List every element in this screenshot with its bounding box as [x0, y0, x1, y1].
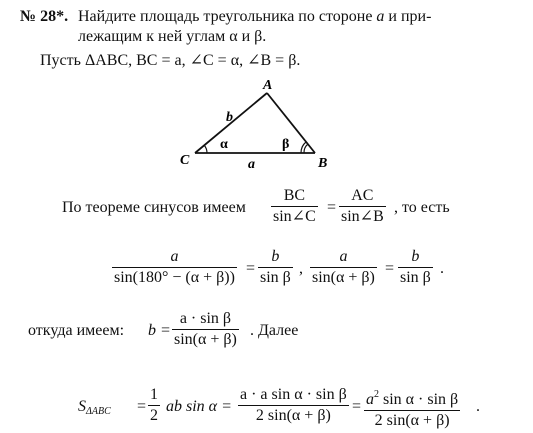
angle-b-arc-1 [304, 144, 308, 153]
label-alpha: α [220, 137, 228, 152]
fraction-bar [339, 206, 386, 207]
area-subscript: ΔABC [86, 406, 111, 417]
eq2-fraction-2 [258, 248, 293, 287]
triangle-figure [170, 76, 340, 171]
label-b-vertex: B [318, 156, 328, 171]
eq3-fraction [172, 310, 239, 349]
sine-rule-fraction-1 [271, 187, 318, 226]
fraction-bar [258, 267, 293, 268]
problem-text-line2: лежащим к ней углам α и β. [78, 28, 267, 45]
fraction-numerator: 1 [150, 386, 158, 403]
equals-sign: = [327, 199, 337, 216]
numerator-rest: sin α · sin β [379, 391, 459, 408]
area-term: ab sin α = [166, 398, 232, 415]
fraction-bar [238, 405, 349, 406]
period: . [440, 260, 444, 277]
fraction-bar [112, 267, 237, 268]
label-side-a: a [248, 157, 255, 171]
fraction-denominator: sin β [260, 269, 291, 286]
label-c-vertex: C [180, 153, 190, 168]
fraction-denominator: sin∠B [341, 208, 384, 225]
eq2-fraction-3 [310, 248, 377, 287]
numerator-a: a [366, 391, 374, 408]
eq2-fraction-4 [398, 248, 433, 287]
fraction-numerator: b [411, 248, 420, 265]
fraction-numerator: b [271, 248, 280, 265]
fraction-bar [172, 329, 239, 330]
fraction-numerator: AC [351, 187, 374, 204]
period: . [476, 398, 480, 415]
fraction-numerator [364, 386, 460, 409]
given-statement: Пусть ΔABC, BC = a, ∠C = α, ∠B = β. [40, 52, 301, 69]
problem-text: Найдите площадь треугольника по стороне [78, 8, 373, 25]
comma: , [299, 260, 303, 277]
equals-sign: = [352, 398, 362, 415]
problem-text-end: и при- [388, 8, 432, 25]
area-symbol [78, 398, 111, 417]
angle-c-arc [204, 145, 207, 153]
eq3-suffix: . Далее [250, 322, 299, 339]
fraction-bar [310, 267, 377, 268]
label-a-vertex: A [263, 78, 273, 93]
fraction-bar [271, 206, 318, 207]
problem-number: № 28*. [20, 8, 69, 25]
fraction-denominator: sin β [400, 269, 431, 286]
fraction-denominator: 2 [150, 407, 158, 424]
fraction-numerator: BC [283, 187, 306, 204]
equals-sign: = [246, 260, 256, 277]
fraction-denominator: sin∠C [273, 208, 316, 225]
eq3-lhs: b = [148, 322, 171, 339]
problem-var-a: a [376, 8, 385, 25]
fraction-denominator: 2 sin(α + β) [374, 412, 450, 429]
fraction-numerator: a [170, 248, 179, 265]
label-side-b: b [226, 110, 233, 125]
problem-text-line1 [78, 8, 431, 26]
area-fraction-3 [364, 386, 460, 430]
area-fraction-2 [238, 386, 349, 425]
sine-rule-prefix: По теореме синусов имеем [62, 199, 246, 216]
fraction-denominator: 2 sin(α + β) [255, 407, 331, 424]
fraction-numerator: a · sin β [179, 310, 232, 327]
fraction-numerator: a [339, 248, 348, 265]
eq2-fraction-1 [112, 248, 237, 287]
fraction-denominator: sin(180° − (α + β)) [114, 269, 235, 286]
fraction-bar [364, 410, 460, 411]
sine-rule-suffix: , то есть [394, 199, 450, 216]
fraction-bar [148, 405, 160, 406]
label-beta: β [282, 137, 290, 152]
numerator-exponent: 2 [374, 389, 379, 400]
fraction-numerator: a · a sin α · sin β [240, 386, 347, 403]
equals-sign: = [137, 398, 147, 415]
equals-sign: = [385, 260, 395, 277]
eq3-prefix: откуда имеем: [28, 322, 125, 339]
area-s: S [78, 398, 86, 415]
fraction-bar [398, 267, 433, 268]
area-half-fraction [148, 386, 160, 425]
fraction-denominator: sin(α + β) [312, 269, 375, 286]
fraction-denominator: sin(α + β) [174, 331, 237, 348]
sine-rule-fraction-2 [339, 187, 386, 226]
